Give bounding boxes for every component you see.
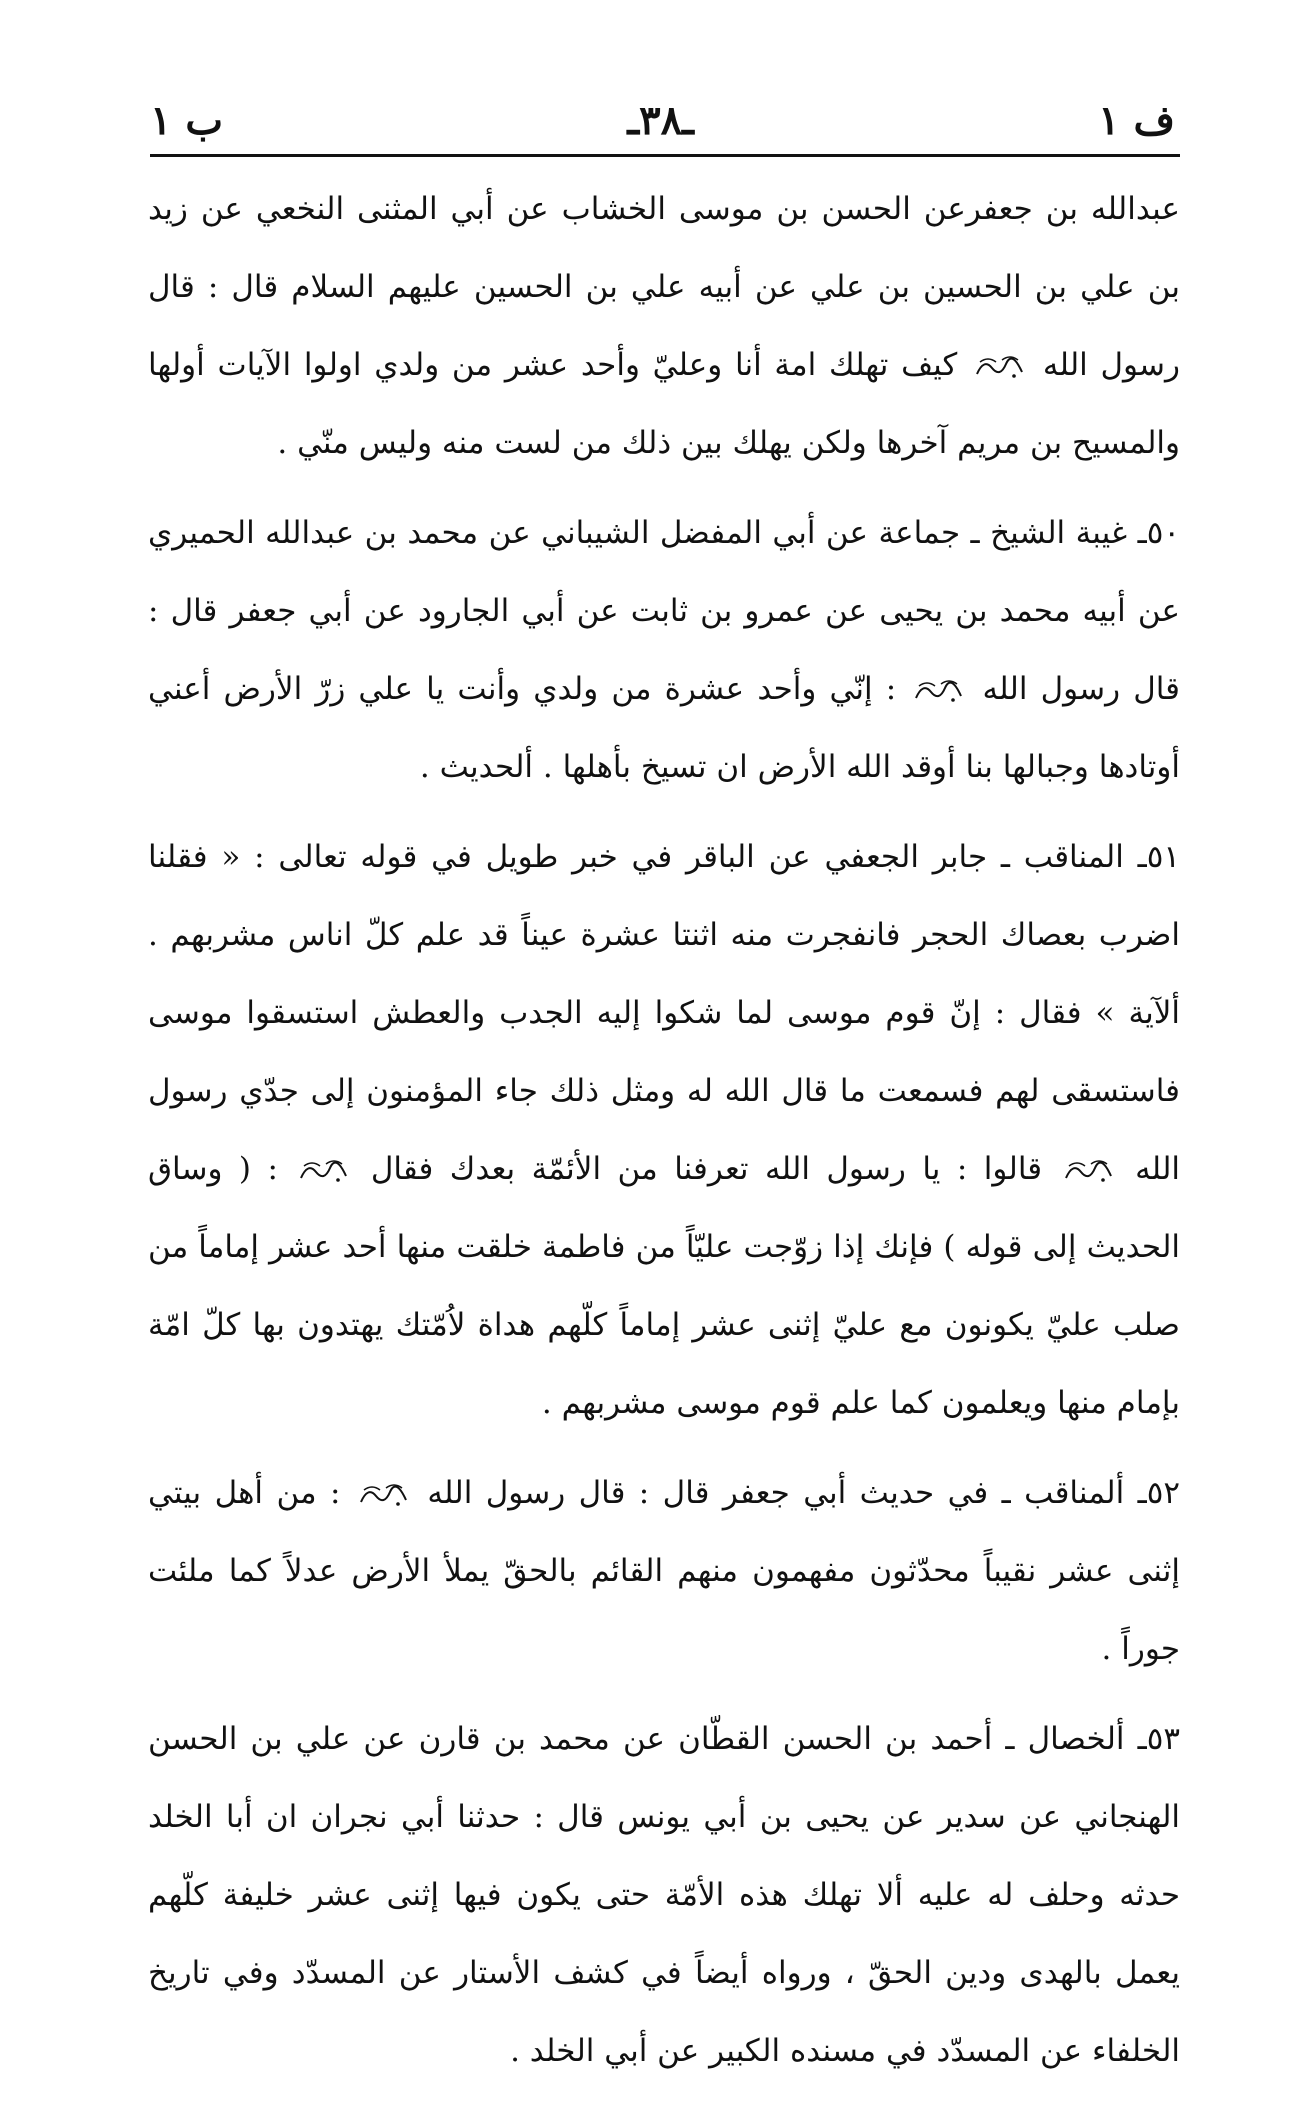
paragraph-text: : إنّي وأحد عشرة من ولدي وأنت يا علي زرّ الأرض أعني أوتادها وجبالها بنا أوقد الله الأرض ان تسيخ بأهلها . ألحديث . [148, 671, 1180, 785]
paragraph-text: : ( وساق الحديث إلى قوله ) فإنك إذا زوّجت عليّاً من فاطمة خلقت منها أحد عشر إماماً من صلب عليّ يكونون مع عليّ إثنى عشر إماماً كلّهم هداة لاُمّتك يهتدون بها كلّ امّة بإمام منها ويعلمون كما علم قوم موسى مشربهم . [148, 1151, 1180, 1421]
paragraph-text: ٥٢ـ ألمناقب ـ في حديث أبي جعفر قال : قال رسول الله [427, 1475, 1181, 1511]
paragraph-text: قالوا : يا رسول الله تعرفنا من الأئمّة بعدك فقال [370, 1151, 1043, 1187]
hadith-paragraph [148, 494, 1180, 806]
page-header [150, 90, 1175, 150]
folio-right-label: ف ١ [1098, 96, 1175, 144]
salawat-seal-icon [913, 678, 965, 704]
page-number: ـ٣٨ـ [627, 96, 694, 144]
paragraph-text: : من أهل بيتي إثنى عشر نقيباً محدّثون مفهمون منهم القائم بالحقّ يملأ الأرض عدلاً كما ملئت جوراً . [148, 1475, 1180, 1667]
salawat-seal-icon [358, 1482, 410, 1508]
hadith-paragraph [148, 1700, 1180, 2090]
paragraph-text: ٥٣ـ ألخصال ـ أحمد بن الحسن القطّان عن محمد بن قارن عن علي بن الحسن الهنجاني عن سدير عن يحيى بن أبي يونس قال : حدثنا أبي نجران ان أبا الخلد حدثه وحلف له عليه ألا تهلك هذه الأمّة حتى يكون فيها إثنى عشر خليفة كلّهم يعمل بالهدى ودين الحقّ ، ورواه أيضاً في كشف الأستار عن المسدّد وفي تاريخ الخلفاء عن المسدّد في مسنده الكبير عن أبي الخلد . [148, 1721, 1180, 2069]
paragraph-text: كيف تهلك امة أنا وعليّ وأحد عشر من ولدي اولوا الآيات أولها والمسيح بن مريم آخرها ولكن يهلك بين ذلك من لست منه وليس منّي . [148, 347, 1180, 461]
salawat-seal-icon [298, 1158, 350, 1184]
document-body [148, 170, 1180, 2102]
header-rule [150, 154, 1180, 157]
paragraph-text: عبدالله بن جعفرعن الحسن بن موسى الخشاب عن أبي المثنى النخعي عن زيد بن علي بن الحسين بن علي عن أبيه علي بن الحسين عليهم السلام قال : قال رسول الله [148, 191, 1181, 383]
hadith-paragraph [148, 170, 1180, 482]
paragraph-text: ٥١ـ المناقب ـ جابر الجعفي عن الباقر في خبر طويل في قوله تعالى : « فقلنا اضرب بعصاك الحجر فانفجرت منه اثنتا عشرة عيناً قد علم كلّ اناس مشربهم . ألآية » فقال : إنّ قوم موسى لما شكوا إليه الجدب والعطش استسقوا موسى فاستسقى لهم فسمعت ما قال الله له ومثل ذلك جاء المؤمنون إلى جدّي رسول الله [148, 839, 1181, 1187]
hadith-paragraph [148, 1454, 1180, 1688]
paragraph-text: ٥٠ـ غيبة الشيخ ـ جماعة عن أبي المفضل الشيباني عن محمد بن عبدالله الحميري عن أبيه محمد بن يحيى عن عمرو بن ثابت عن أبي الجارود عن أبي جعفر قال : قال رسول الله [148, 515, 1180, 707]
salawat-seal-icon [1063, 1158, 1115, 1184]
salawat-seal-icon [974, 354, 1026, 380]
folio-left-label: ب ١ [150, 96, 224, 144]
hadith-paragraph [148, 818, 1180, 1442]
